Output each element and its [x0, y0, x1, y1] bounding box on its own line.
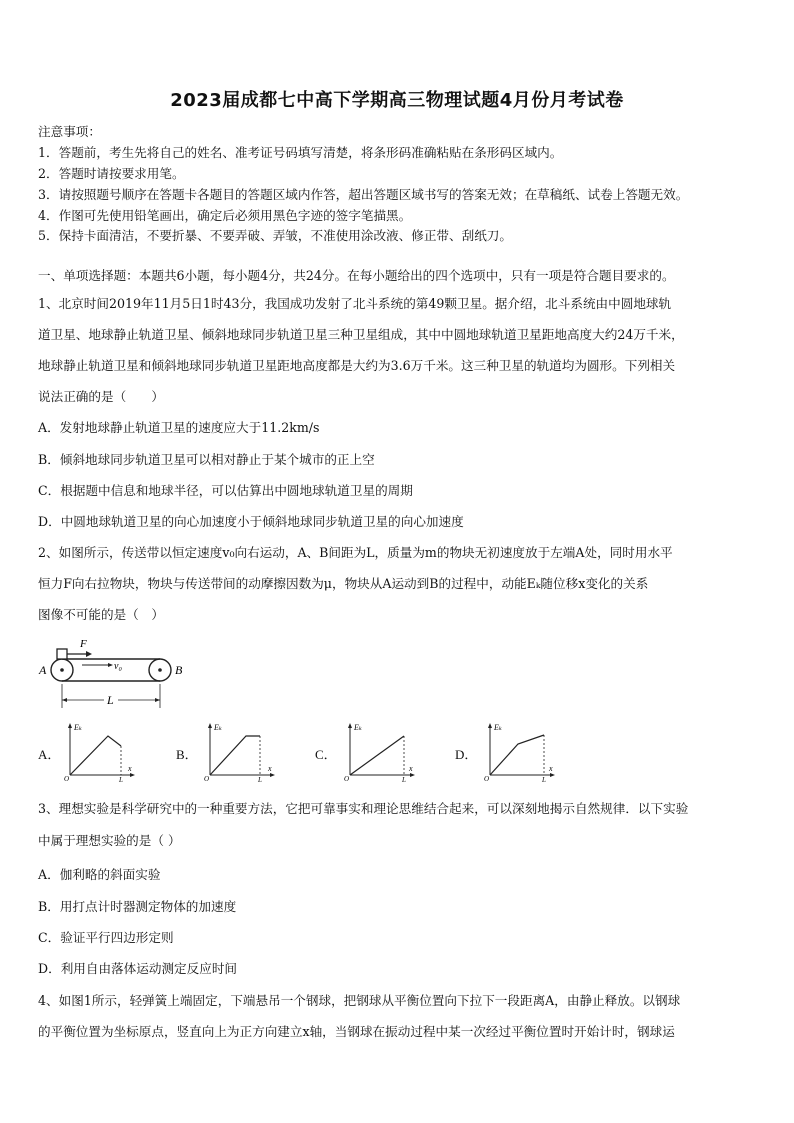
- graph-option-b-label: B．: [176, 747, 198, 762]
- question-1-line: 道卫星、地球静止轨道卫星、倾斜地球同步轨道卫星三种卫星组成，其中中圆地球轨道卫星距地高度大约24万千米，: [38, 327, 684, 342]
- question-1-line: 说法正确的是（ ）: [38, 389, 164, 404]
- ek-curve: [350, 736, 404, 775]
- y-axis-label: Eₖ: [74, 723, 82, 732]
- y-axis-label: Eₖ: [354, 723, 362, 732]
- block: [57, 649, 67, 659]
- y-axis-label: Eₖ: [494, 723, 502, 732]
- x-axis-label: x: [409, 764, 413, 773]
- graph-option-d: [482, 720, 562, 782]
- question-3-line: 3、理想实验是科学研究中的一种重要方法，它把可靠事实和理论思维结合起来，可以深刻地揭示自然规律．以下实验: [38, 801, 689, 816]
- question-1-option-b: B．倾斜地球同步轨道卫星可以相对静止于某个城市的正上空: [38, 452, 375, 467]
- question-1-option-d: D．中圆地球轨道卫星的向心加速度小于倾斜地球同步轨道卫星的向心加速度: [38, 514, 464, 529]
- origin-label: O: [484, 775, 490, 782]
- question-3-option-d: D．利用自由落体运动测定反应时间: [38, 961, 238, 976]
- l-label: L: [402, 776, 406, 782]
- question-1-line: 1、北京时间2019年11月5日1时43分，我国成功发射了北斗系统的第49颗卫星。据介绍，北斗系统由中圆地球轨: [38, 296, 672, 311]
- page-title: 2023届成都七中高下学期高三物理试题4月份月考试卷: [170, 90, 624, 111]
- x-arrowhead: [130, 773, 135, 777]
- section-heading: 一、单项选择题：本题共6小题，每小题4分，共24分。在每小题给出的四个选项中，只有一项是符合题目要求的。: [38, 268, 675, 283]
- x-arrowhead: [410, 773, 415, 777]
- ek-curve: [210, 736, 260, 775]
- length-label: L: [107, 693, 114, 707]
- conveyor-belt-diagram: [36, 632, 196, 712]
- graph-option-b: [202, 720, 282, 782]
- point-a-label: A: [39, 663, 47, 677]
- question-3-line: 中属于理想实验的是（ ）: [38, 833, 181, 848]
- origin-label: O: [344, 775, 350, 782]
- dim-arrow-right: [155, 698, 160, 702]
- l-label: L: [542, 776, 546, 782]
- y-arrowhead: [488, 723, 492, 728]
- question-1-option-c: C．根据题中信息和地球半径，可以估算出中圆地球轨道卫星的周期: [38, 483, 413, 498]
- question-1-option-a: A．发射地球静止轨道卫星的速度应大于11.2km/s: [38, 420, 320, 435]
- notice-item: 4．作图可先使用铅笔画出，确定后必须用黑色字迹的签字笔描黑。: [38, 208, 412, 223]
- question-3-option-a: A．伽利略的斜面实验: [38, 867, 161, 882]
- question-2-line: 图像不可能的是（ ）: [38, 607, 164, 622]
- x-axis-label: x: [549, 764, 553, 773]
- point-b-label: B: [175, 663, 183, 677]
- notice-heading: 注意事项：: [38, 124, 101, 139]
- graph-option-d-label: D．: [455, 747, 478, 762]
- y-arrowhead: [208, 723, 212, 728]
- graph-option-c: [342, 720, 422, 782]
- question-4-line: 4、如图1所示，轻弹簧上端固定，下端悬吊一个钢球，把钢球从平衡位置向下拉下一段距离A，由静止释放。以钢球: [38, 993, 681, 1008]
- y-arrowhead: [68, 723, 72, 728]
- graph-option-a-label: A．: [38, 747, 61, 762]
- x-arrowhead: [550, 773, 555, 777]
- l-label: L: [119, 776, 123, 782]
- notice-item: 3．请按照题号顺序在答题卡各题目的答题区域内作答，超出答题区域书写的答案无效；在草稿纸、试卷上答题无效。: [38, 187, 689, 202]
- ek-curve: [490, 735, 544, 775]
- question-4-line: 的平衡位置为坐标原点，竖直向上为正方向建立x轴，当钢球在振动过程中某一次经过平衡位置时开始计时，钢球运: [38, 1024, 675, 1039]
- y-axis-label: Eₖ: [214, 723, 222, 732]
- question-2-line: 2、如图所示，传送带以恒定速度v₀向右运动，A、B间距为L，质量为m的物块无初速度放于左端A处，同时用水平: [38, 545, 673, 560]
- right-pulley-axle: [158, 668, 162, 672]
- notice-item: 1．答题前，考生先将自己的姓名、准考证号码填写清楚，将条形码准确粘贴在条形码区域内。: [38, 145, 563, 160]
- question-2-line: 恒力F向右拉物块，物块与传送带间的动摩擦因数为μ，物块从A运动到B的过程中，动能Eₖ随位移x变化的关系: [38, 576, 649, 591]
- notice-item: 2．答题时请按要求用笔。: [38, 166, 185, 181]
- origin-label: O: [64, 775, 70, 782]
- origin-label: O: [204, 775, 210, 782]
- x-arrowhead: [270, 773, 275, 777]
- x-axis-label: x: [128, 764, 132, 773]
- force-arrowhead: [86, 651, 92, 657]
- force-label: F: [80, 638, 87, 650]
- x-axis-label: x: [268, 764, 272, 773]
- graph-option-a: [62, 720, 142, 782]
- velocity-arrowhead: [108, 663, 113, 667]
- y-arrowhead: [348, 723, 352, 728]
- dim-arrow-left: [62, 698, 67, 702]
- question-3-option-b: B．用打点计时器测定物体的加速度: [38, 899, 237, 914]
- velocity-label: v₀: [114, 661, 122, 672]
- ek-curve: [70, 736, 121, 775]
- notice-item: 5．保持卡面清洁，不要折暴、不要弄破、弄皱，不准使用涂改液、修正带、刮纸刀。: [38, 228, 512, 243]
- question-3-option-c: C．验证平行四边形定则: [38, 930, 174, 945]
- graph-option-c-label: C．: [315, 747, 337, 762]
- l-label: L: [258, 776, 262, 782]
- left-pulley-axle: [60, 668, 64, 672]
- question-1-line: 地球静止轨道卫星和倾斜地球同步轨道卫星距地高度都是大约为3.6万千米。这三种卫星的轨道均为圆形。下列相关: [38, 358, 676, 373]
